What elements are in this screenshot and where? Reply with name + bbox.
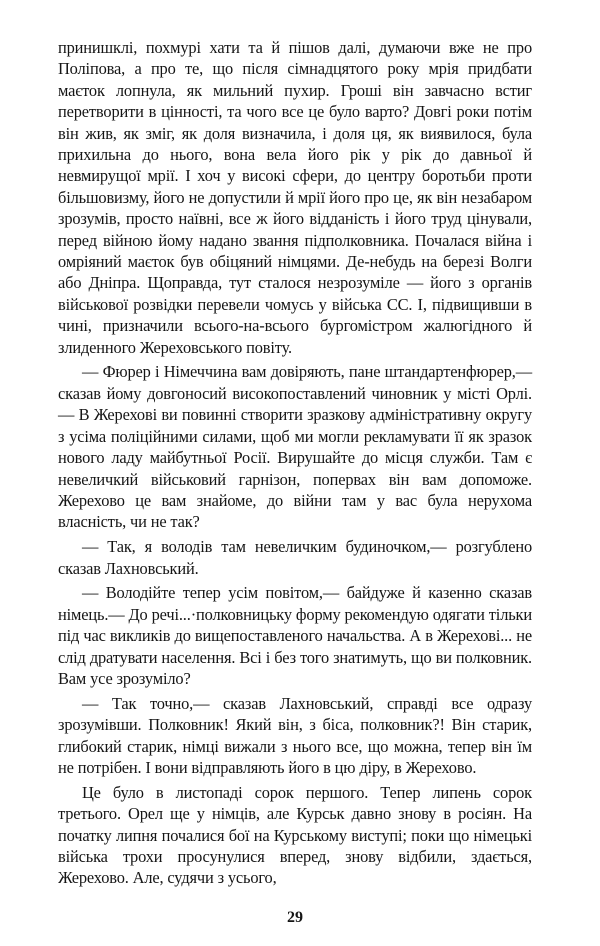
paragraph-narration: Це було в листопаді сорок першого. Тепер липень сорок третього. Орел ще у німців, але Курськ давно знову в росіян. На початку липня почалися бої на Курському виступі; поки що німецькі війська трохи просунулися вперед, знову відбили, здається, Жерехово. Але, судячи з усього, [58,782,532,888]
paragraph-dialogue-answer: — Так точно,— сказав Лахновський, справді все одразу зрозумівши. Полковник! Який він, з біса, полковник?! Він старик, глибокий старик, німці вижали з нього все, що можна, тепер він їм не потрібен. І вони відправляють його в цю діру, в Жерехово. [58,693,532,777]
paragraph-continuation: принишклі, похмурі хати та й пішов далі, думаючи вже не про Поліпова, а про те, що після сімнадцятого року мрія придбати маєток лопнула, як мильний пухир. Гроші він завчасно встиг перетворити в цінності, та чого все це було варто? Довгі роки потім він жив, як зміг, як доля визначила, і доля ця, як виявилося, була прихильна до нього, вона вела його рік у рік до давньої й невмирущої мрії. І хоч у високі сфери, до центру боротьби проти більшовизму, його не допустили й мрії його про це, як він незабаром зрозумів, просто наївні, все ж його відданість і його труд цінували, перед війною йому надано звання підполковника. Почалася війна і омріяний маєток був обіцяний німцями. Де-небудь на березі Волги або Дніпра. Щоправда, тут сталося незрозуміле — його з органів військової розвідки перевели чомусь у війська СС. І, підвищивши в чині, призначили всього-на-всього бургомістром жалюгідного й злиденного Жереховського повіту. [58,38,532,357]
paragraph-dialogue-reply: — Так, я володів там невеличким будиночком,— розгублено сказав Лахновський. [58,537,532,578]
paragraph-dialogue-official: — Фюрер і Німеччина вам довіряють, пане штандартенфюрер,— сказав йому довгоносий високопоставлений чиновник у місті Орлі.— В Жерехові ви повинні створити зразкову адміністративну округу з усіма поліційними силами, щоб ми могли рекламувати її як зразок нового ладу майбутньої Росії. Вирушайте до місця служби. Там є невеличкий військовий гарнізон, попервах він вам допоможе. Жерехово це вам знайоме, до війни там у вас була нерухома власність, чи не так? [58,362,532,532]
book-page [58,37,532,926]
paragraph-dialogue-german: — Володійте тепер усім повітом,— байдуже й казенно сказав німець.— До речі...·полковницьку форму рекомендую одягати тільки під час викликів до вищепоставленого начальства. А в Жерехові... не слід дратувати населення. Всі і без того знатимуть, що ви полковник. Вам усе зрозуміло? [58,583,532,688]
page-number: 29 [287,909,303,926]
